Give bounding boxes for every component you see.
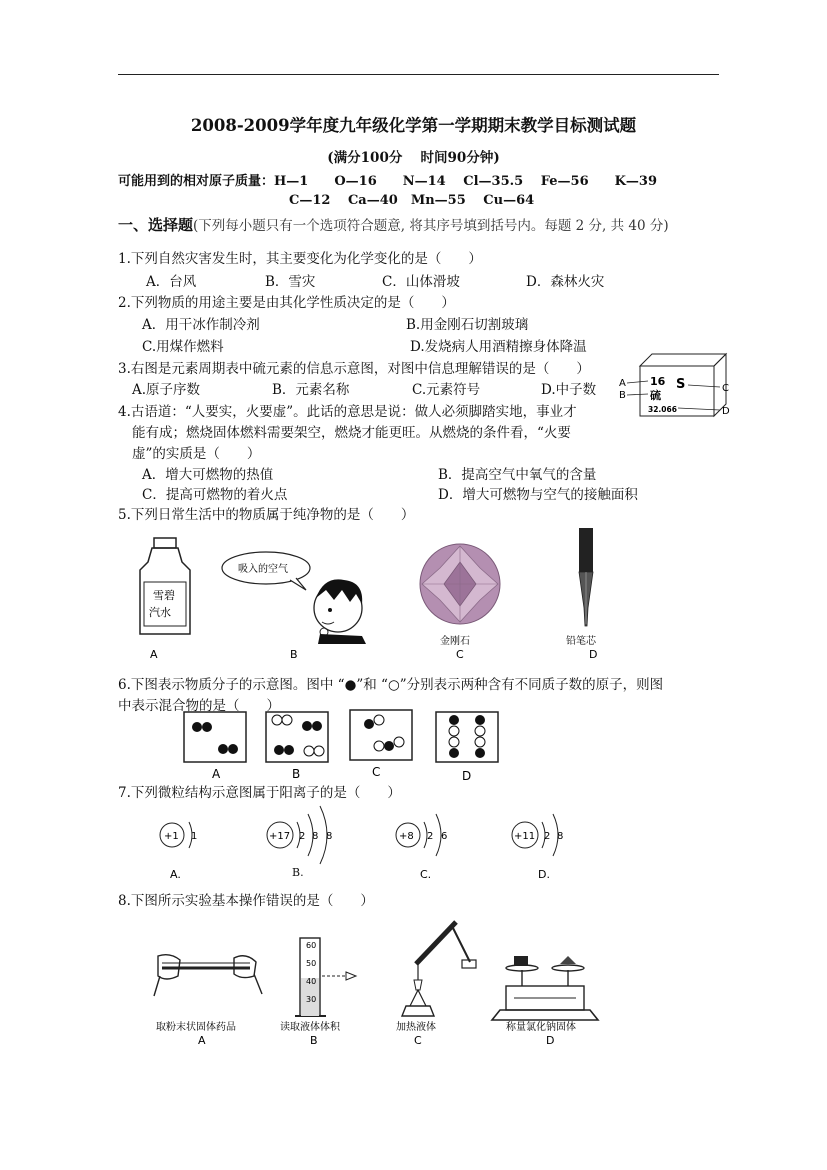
ion-diagram-c: [396, 814, 447, 881]
nucleus-c: +8: [399, 831, 414, 842]
graduated-cylinder-figure: [280, 938, 356, 1047]
bottle-label-1: 雪碧: [153, 589, 175, 602]
q1-stem: 1.下列自然灾害发生时，其主要变化为化学变化的是（ ）: [118, 251, 482, 267]
q5-label-a: A: [150, 648, 158, 661]
section-heading: [118, 214, 669, 235]
q1-option-a: A．台风: [146, 274, 197, 290]
q1-option-d: D．森林火灾: [526, 274, 605, 290]
q6-label-c: C: [372, 765, 381, 779]
tick-60: 60: [306, 941, 317, 950]
q2-option-c: C.用煤作燃料: [142, 339, 224, 355]
shell-d-1: 2: [544, 831, 551, 842]
atomic-number: 16: [650, 375, 666, 388]
atomic-mass-label: 可能用到的相对原子质量：: [118, 174, 275, 189]
q2-option-d: D.发烧病人用酒精擦身体降温: [410, 339, 587, 355]
q8-label-b: B: [310, 1034, 318, 1047]
tick-50: 50: [306, 959, 317, 968]
q2-stem: 2.下列物质的用途主要是由其化学性质决定的是（ ）: [118, 295, 455, 311]
q8-label-c: C: [414, 1034, 422, 1047]
diamond-figure: [420, 544, 500, 647]
q3-stem: 3.右图是元素周期表中硫元素的信息示意图，对图中信息理解错误的是（ ）: [118, 361, 590, 377]
caption-b: 读取液体体积: [280, 1022, 340, 1033]
q4-option-a: A．增大可燃物的热值: [142, 467, 274, 483]
ion-diagram-a: [160, 822, 197, 881]
caption-c: 加热液体: [396, 1022, 436, 1033]
q6-stem-line2: 中表示混合物的是（ ）: [118, 698, 280, 714]
balance-scale-figure: [492, 956, 598, 1047]
q8-lab-figures: [150, 916, 610, 1056]
ion-diagram-d: [512, 814, 563, 881]
section-instructions: (下列每小题只有一个选项符合题意, 将其序号填到括号内。每题 2 分, 共 40 分): [193, 218, 669, 234]
q1-option-b: B．雪灾: [265, 274, 316, 290]
q8-label-a: A: [198, 1034, 206, 1047]
q4-option-c: C．提高可燃物的着火点: [142, 487, 288, 503]
q8-stem: 8.下图所示实验基本操作错误的是（ ）: [118, 893, 374, 909]
atomic-mass-line1: [118, 170, 657, 189]
ion-label-d: D.: [538, 868, 550, 881]
pencil-caption: 铅笔芯: [566, 636, 596, 647]
shell-c-1: 2: [427, 831, 434, 842]
bottle-label-2: 汽水: [149, 606, 171, 619]
atomic-mass-value: 32.066: [648, 405, 677, 414]
element-name: 硫: [650, 389, 661, 402]
shell-b-1: 2: [299, 831, 306, 842]
q6-label-d: D: [462, 769, 472, 783]
caption-a: 取粉末状固体药品: [156, 1022, 236, 1033]
q4-option-d: D．增大可燃物与空气的接触面积: [438, 487, 638, 503]
tick-30: 30: [306, 995, 317, 1004]
q3-option-a: A.原子序数: [132, 382, 201, 398]
molecule-box-b: [266, 712, 328, 762]
q7-ion-diagrams: [150, 800, 590, 890]
ion-label-b: B.: [292, 866, 304, 879]
page-title: 2008-2009学年度九年级化学第一学期期末教学目标测试题: [190, 116, 637, 135]
q4-stem-line3: 虚”的实质是（ ）: [132, 446, 261, 462]
pointer-d: D: [722, 406, 730, 417]
q2-option-a: A．用干冰作制冷剂: [142, 317, 260, 333]
shell-a-1: 1: [191, 831, 198, 842]
tick-40: 40: [306, 977, 317, 986]
q4-option-b: B．提高空气中氧气的含量: [438, 467, 597, 483]
q3-option-b: B．元素名称: [272, 382, 350, 398]
ion-diagram-b: [267, 806, 332, 864]
molecule-box-c: [350, 710, 412, 760]
q8-label-d: D: [546, 1034, 555, 1047]
diamond-caption: 金刚石: [440, 636, 470, 647]
q6-label-b: B: [292, 767, 301, 781]
q6-molecule-diagrams: [180, 708, 510, 784]
shell-d-2: 8: [557, 831, 564, 842]
q5-label-d: D: [589, 648, 598, 661]
molecule-box-d: [436, 712, 498, 762]
q5-label-c: C: [456, 648, 464, 661]
q5-label-b: B: [290, 648, 298, 661]
sulfur-element-cell: [618, 346, 738, 422]
q3-option-c: C.元素符号: [412, 382, 481, 398]
q7-stem: 7.下列微粒结构示意图属于阳离子的是（ ）: [118, 785, 401, 801]
atomic-mass-values-1: H—1 O—16 N—14 Cl—35.5 Fe—56 K—39: [274, 174, 658, 189]
q1-option-c: C．山体滑坡: [382, 274, 460, 290]
molecule-box-a: [184, 712, 246, 762]
nucleus-a: +1: [164, 831, 179, 842]
q2-option-b: B.用金刚石切割玻璃: [406, 317, 529, 333]
q6-stem-line1: 6.下图表示物质分子的示意图。图中 “●”和 “○”分别表示两种含有不同质子数的原子，则图: [118, 677, 664, 693]
shell-b-3: 8: [326, 831, 333, 842]
exam-subtitle: (满分100分 时间90分钟): [327, 150, 500, 166]
caption-d: 称量氯化钠固体: [506, 1022, 576, 1033]
q5-stem: 5.下列日常生活中的物质属于纯净物的是（ ）: [118, 507, 415, 523]
pointer-c: C: [722, 383, 729, 394]
pointer-b: B: [619, 390, 626, 401]
header-rule: [118, 74, 719, 75]
boy-breathing-figure: [222, 552, 366, 644]
soda-bottle-figure: [140, 538, 190, 634]
q6-label-a: A: [212, 767, 221, 781]
q3-option-d: D.中子数: [541, 382, 597, 398]
nucleus-d: +11: [514, 831, 536, 842]
pointer-a: A: [619, 378, 626, 389]
q5-figures: [130, 528, 610, 662]
section-title: 一、选择题: [118, 216, 194, 234]
nucleus-b: +17: [269, 831, 291, 842]
pencil-lead-figure: [566, 528, 597, 647]
q4-stem-line1: 4.古语道：“人要实，火要虚”。此话的意思是说：做人必须脚踏实地，事业才: [118, 404, 577, 420]
shell-b-2: 8: [312, 831, 319, 842]
powder-sampling-figure: [154, 955, 262, 1047]
bubble-text: 吸入的空气: [238, 564, 288, 575]
cube-top: [640, 354, 726, 366]
q4-stem-line2: 能有成；燃烧固体燃料需要架空，燃烧才能更旺。从燃烧的条件看，“火要: [132, 425, 571, 441]
element-symbol: S: [676, 377, 686, 392]
heating-liquid-figure: [396, 922, 476, 1047]
ion-label-a: A.: [170, 868, 181, 881]
shell-c-2: 6: [441, 831, 448, 842]
ion-label-c: C.: [420, 868, 432, 881]
atomic-mass-values-2: C—12 Ca—40 Mn—55 Cu—64: [289, 193, 535, 208]
